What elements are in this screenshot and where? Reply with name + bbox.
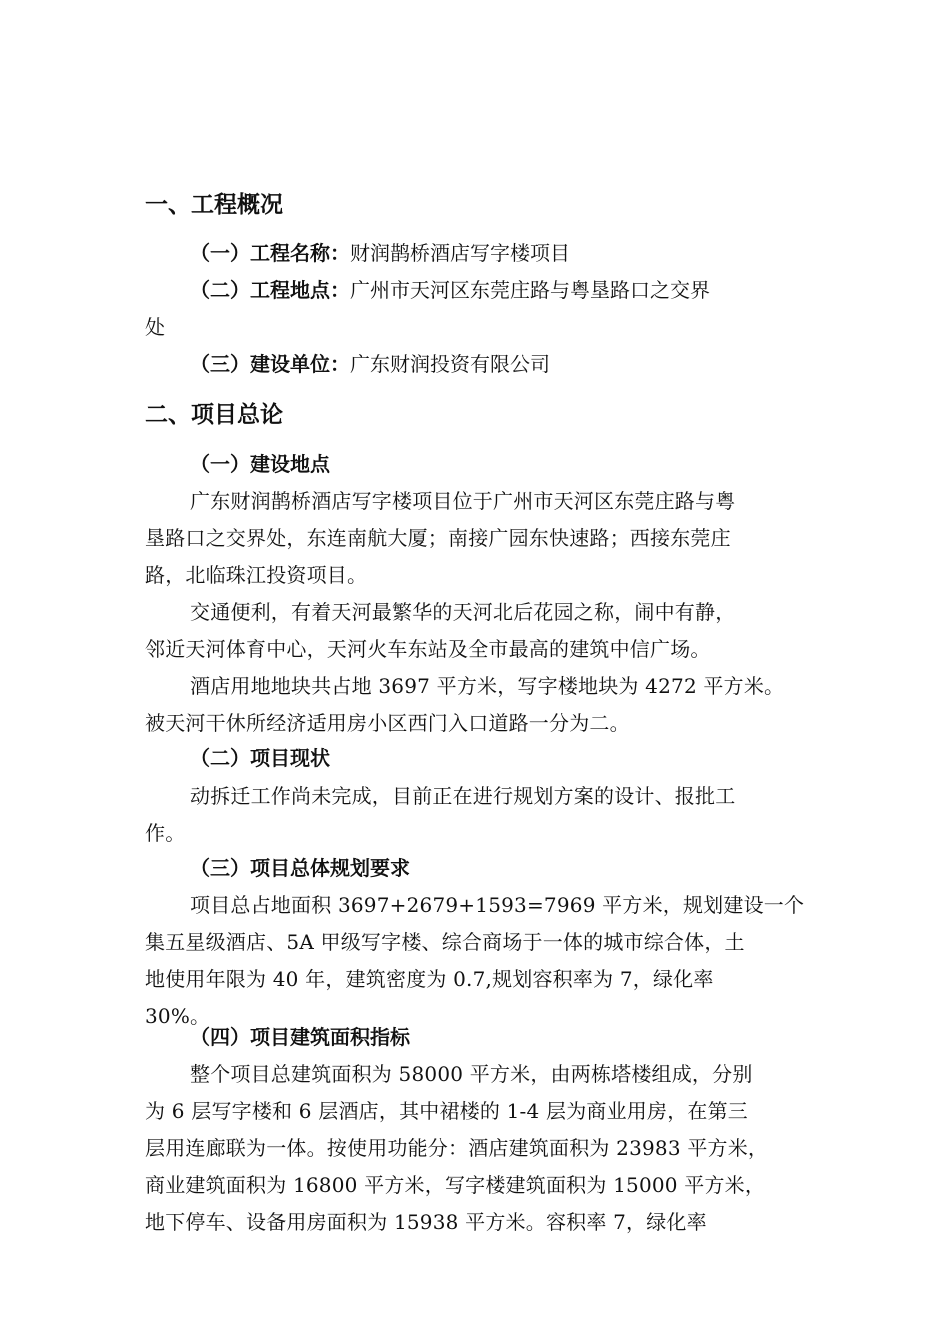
paragraph-line: 广东财润鹊桥酒店写字楼项目位于广州市天河区东莞庄路与粤: [190, 489, 736, 513]
paragraph-line: 项目总占地面积 3697+2679+1593=7969 平方米，规划建设一个: [190, 893, 805, 917]
subsection-heading: （一）建设地点: [190, 452, 330, 476]
developer-row: [190, 348, 550, 377]
paragraph-line: 30%。: [145, 1004, 211, 1028]
field-value: 财润鹊桥酒店写字楼项目: [350, 241, 570, 265]
section-heading: 二、项目总论: [145, 402, 283, 428]
paragraph-line: 被天河干休所经济适用房小区西门入口道路一分为二。: [145, 711, 630, 735]
paragraph-line: 作。: [145, 821, 186, 845]
field-label: （三）建设单位：: [190, 352, 350, 376]
project-name-row: [190, 237, 570, 266]
paragraph-line: 动拆迁工作尚未完成，目前正在进行规划方案的设计、报批工: [190, 784, 736, 808]
paragraph-line: 为 6 层写字楼和 6 层酒店，其中裙楼的 1-4 层为商业用房，在第三: [145, 1099, 749, 1123]
field-label: （一）工程名称：: [190, 241, 350, 265]
field-value: 广东财润投资有限公司: [350, 352, 550, 376]
subsection-heading: （四）项目建筑面积指标: [190, 1025, 410, 1049]
paragraph-line: 层用连廊联为一体。按使用功能分：酒店建筑面积为 23983 平方米，: [145, 1136, 769, 1160]
paragraph-line: 垦路口之交界处，东连南航大厦；南接广园东快速路；西接东莞庄: [145, 526, 731, 550]
section-heading: 一、工程概况: [145, 192, 283, 218]
paragraph-line: 邻近天河体育中心，天河火车东站及全市最高的建筑中信广场。: [145, 637, 711, 661]
paragraph-line: 地下停车、设备用房面积为 15938 平方米。容积率 7，绿化率: [145, 1210, 707, 1234]
project-location-row: [190, 274, 710, 303]
field-value: 广州市天河区东莞庄路与粤垦路口之交界: [350, 278, 710, 302]
paragraph-line: 集五星级酒店、5A 甲级写字楼、综合商场于一体的城市综合体，土: [145, 930, 745, 954]
paragraph-line: 路，北临珠江投资项目。: [145, 563, 368, 587]
subsection-heading: （二）项目现状: [190, 746, 330, 770]
field-label: （二）工程地点：: [190, 278, 350, 302]
subsection-heading: （三）项目总体规划要求: [190, 856, 410, 880]
field-value-continuation: 处: [145, 315, 165, 339]
paragraph-line: 整个项目总建筑面积为 58000 平方米，由两栋塔楼组成，分别: [190, 1062, 753, 1086]
paragraph-line: 地使用年限为 40 年，建筑密度为 0.7,规划容积率为 7，绿化率: [145, 967, 714, 991]
paragraph-line: 酒店用地地块共占地 3697 平方米，写字楼地块为 4272 平方米。: [190, 674, 785, 698]
paragraph-line: 商业建筑面积为 16800 平方米，写字楼建筑面积为 15000 平方米，: [145, 1173, 766, 1197]
paragraph-line: 交通便利，有着天河最繁华的天河北后花园之称，闹中有静，: [190, 600, 736, 624]
